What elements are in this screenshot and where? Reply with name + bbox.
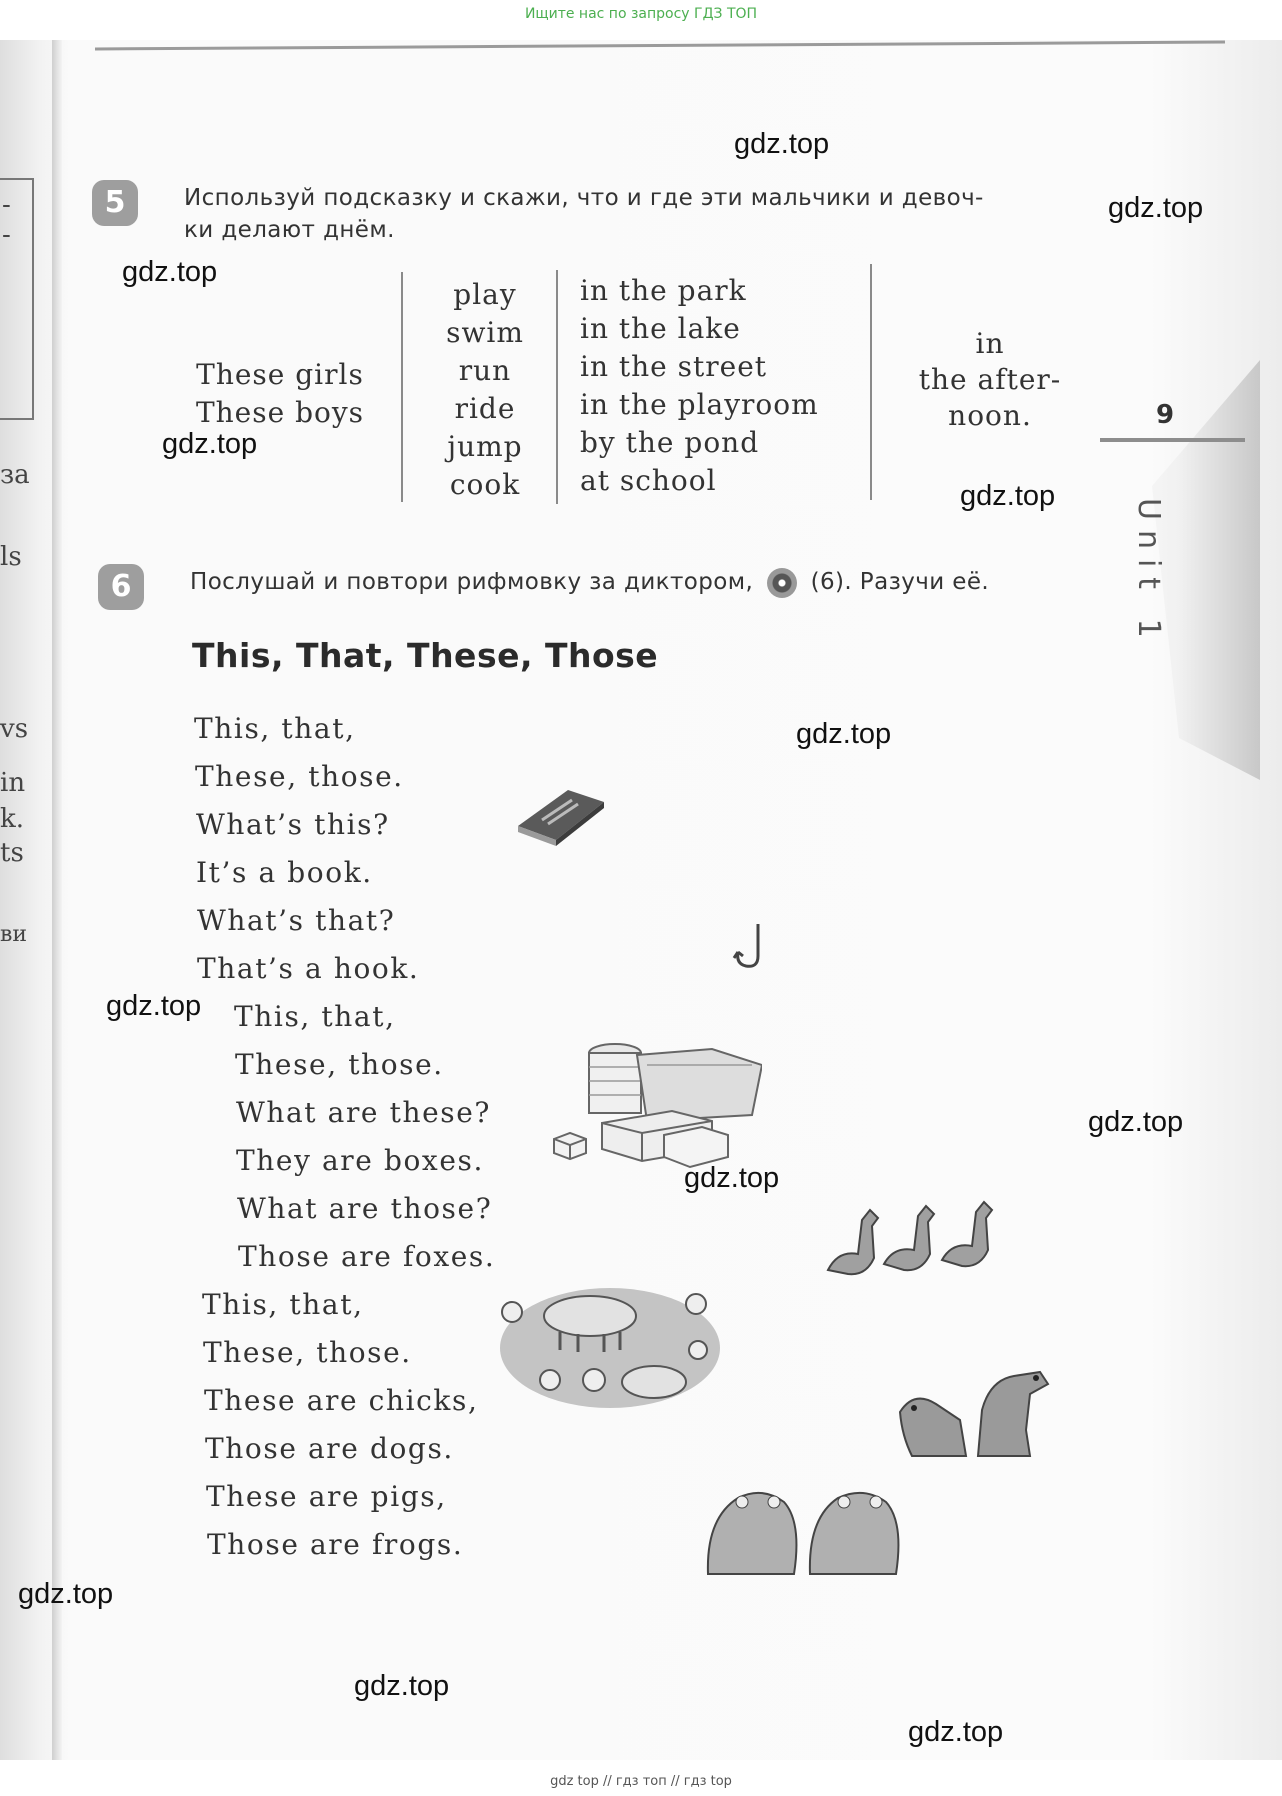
book-illustration — [512, 780, 606, 850]
place: in the playroom — [580, 388, 819, 421]
time-column — [890, 326, 1090, 434]
left-page-fragment: за — [0, 460, 30, 490]
exercise-5-number: 5 — [92, 180, 138, 226]
verbs-column — [410, 276, 560, 504]
table-divider — [870, 264, 872, 500]
rhyme-line: These, those. — [203, 1336, 412, 1369]
places-column — [580, 272, 860, 500]
rhyme-line: These, those. — [235, 1048, 444, 1081]
watermark: gdz.top — [908, 1716, 1004, 1748]
dogs-illustration — [890, 1360, 1060, 1470]
place: in the park — [580, 274, 747, 307]
footer-link[interactable]: gdz top // гдз топ // гдз top — [550, 1774, 732, 1789]
verb: ride — [454, 392, 516, 425]
rhyme-line: These are pigs, — [206, 1480, 447, 1513]
rhyme-line: What’s that? — [197, 904, 396, 937]
place: in the lake — [580, 312, 741, 345]
rhyme-line: That’s a hook. — [197, 952, 420, 985]
watermark: gdz.top — [122, 256, 218, 288]
place: in the street — [580, 350, 768, 383]
rhyme-line: They are boxes. — [236, 1144, 484, 1177]
place: at school — [580, 464, 717, 497]
exercise-5-instruction-line-1: Используй подсказку и скажи, что и где эти мальчики и девоч- — [184, 185, 984, 211]
rhyme-line: These, those. — [195, 760, 404, 793]
watermark: gdz.top — [684, 1162, 780, 1194]
rhyme-line: This, that, — [194, 712, 356, 745]
verb: cook — [449, 468, 521, 501]
table-divider — [401, 272, 403, 502]
exercise-6-instruction — [190, 566, 989, 598]
foxes-illustration — [818, 1180, 1018, 1280]
left-page-fragment: ви — [0, 922, 28, 947]
left-page-fragment: ls — [0, 542, 22, 572]
left-page-fragment: vs — [0, 714, 29, 744]
rhyme-line: These are chicks, — [204, 1384, 479, 1417]
left-page-fragment: - — [2, 190, 11, 220]
watermark: gdz.top — [106, 990, 202, 1022]
verb: swim — [446, 316, 524, 349]
verb: play — [453, 278, 517, 311]
time-text: noon. — [948, 399, 1032, 432]
hook-illustration — [730, 920, 774, 972]
watermark: gdz.top — [1108, 192, 1204, 224]
rhyme-line: This, that, — [234, 1000, 396, 1033]
header-link[interactable]: Ищите нас по запросу ГДЗ ТОП — [524, 6, 758, 22]
exercise-5-instruction-line-2: ки делают днём. — [184, 217, 395, 243]
watermark: gdz.top — [162, 428, 258, 460]
subject: These girls — [196, 358, 364, 391]
page-number: 9 — [1156, 400, 1175, 430]
verb: run — [458, 354, 512, 387]
left-page-fragment: in — [0, 768, 26, 798]
rhyme-title: This, That, These, Those — [192, 636, 659, 675]
left-page-fragment: - — [2, 220, 11, 250]
rhyme-line: What’s this? — [196, 808, 390, 841]
left-page-fragment: k. — [0, 804, 25, 834]
rhyme-line: Those are frogs. — [207, 1528, 464, 1561]
page-number-rule — [1100, 438, 1245, 442]
frogs-illustration — [698, 1478, 928, 1578]
book-fold — [52, 40, 62, 1760]
pigs-and-chicks-illustration — [490, 1278, 720, 1418]
exercise-6-instruction-text: (6). Разучи её. — [810, 569, 990, 595]
rhyme-line: It’s a book. — [196, 856, 373, 889]
exercise-6-number: 6 — [98, 564, 144, 610]
watermark: gdz.top — [796, 718, 892, 750]
watermark: gdz.top — [734, 128, 830, 160]
watermark: gdz.top — [960, 480, 1056, 512]
rhyme-line: Those are dogs. — [205, 1432, 454, 1465]
watermark: gdz.top — [18, 1578, 114, 1610]
watermark: gdz.top — [354, 1670, 450, 1702]
subjects-column — [180, 356, 380, 432]
rhyme-line: What are these? — [236, 1096, 492, 1129]
subject: These boys — [195, 396, 365, 429]
place: by the pond — [580, 426, 760, 459]
left-page-fragment: ts — [0, 838, 24, 868]
time-text: the after- — [918, 363, 1062, 396]
table-divider — [556, 270, 558, 504]
watermark: gdz.top — [1088, 1106, 1184, 1138]
rhyme-line: Those are foxes. — [238, 1240, 496, 1273]
exercise-6-instruction-text: Послушай и повтори рифмовку за диктором, — [190, 569, 754, 595]
boxes-illustration — [552, 1035, 762, 1170]
audio-disc-icon[interactable] — [767, 568, 797, 598]
rhyme-line: This, that, — [202, 1288, 364, 1321]
time-text: in — [975, 327, 1005, 360]
unit-label: Unit 1 — [1131, 498, 1166, 648]
verb: jump — [447, 430, 523, 463]
rhyme-line: What are those? — [237, 1192, 493, 1225]
